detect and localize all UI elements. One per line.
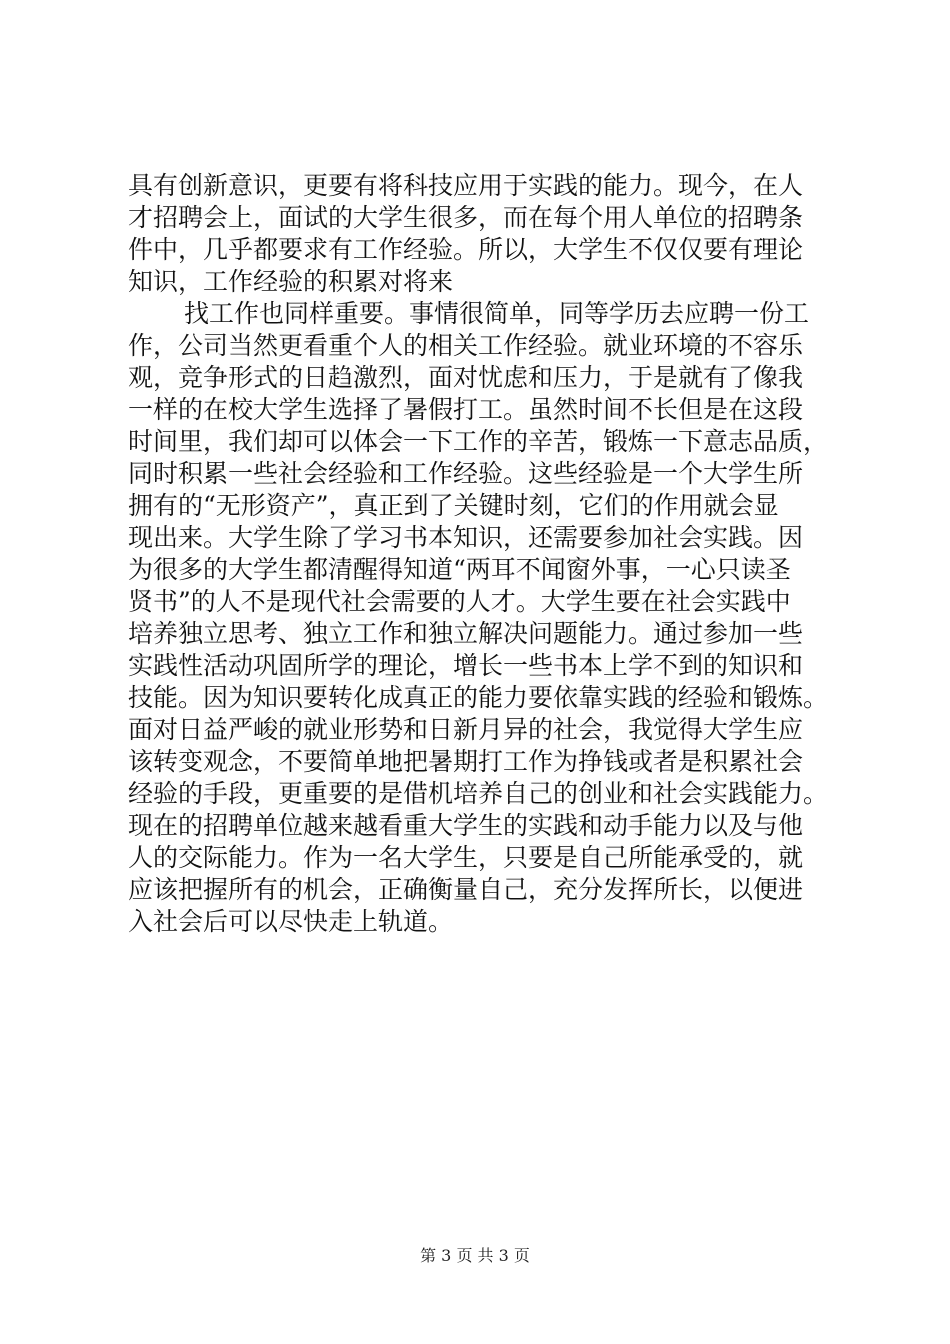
text-line: 知识，工作经验的积累对将来 [128,267,454,296]
text-line: 应该把握所有的机会，正确衡量自己，充分发挥所长，以便进 [128,875,804,904]
text-line: 作，公司当然更看重个人的相关工作经验。就业环境的不容乐 [128,331,804,360]
text-line: 人的交际能力。作为一名大学生，只要是自己所能承受的，就 [128,843,804,872]
text-line: 现在的招聘单位越来越看重大学生的实践和动手能力以及与他 [128,811,804,840]
text-line: 经验的手段，更重要的是借机培养自己的创业和社会实践能力。 [128,779,829,808]
body-text [128,170,833,938]
text-line: 面对日益严峻的就业形势和日新月异的社会，我觉得大学生应 [128,715,804,744]
page-number-footer: 第 3 页 共 3 页 [420,1246,530,1265]
text-line: 为很多的大学生都清醒得知道“两耳不闻窗外事，一心只读圣 [128,555,791,584]
paragraph-first-line: 找工作也同样重要。事情很简单，同等学历去应聘一份工 [184,299,810,328]
text-line: 时间里，我们却可以体会一下工作的辛苦，锻炼一下意志品质， [128,427,829,456]
text-line: 一样的在校大学生选择了暑假打工。虽然时间不长但是在这段 [128,395,804,424]
text-line: 同时积累一些社会经验和工作经验。这些经验是一个大学生所 [128,459,804,488]
text-line: 拥有的“无形资产”，真正到了关键时刻，它们的作用就会显 [128,491,779,520]
text-line: 才招聘会上，面试的大学生很多，而在每个用人单位的招聘条 [128,203,804,232]
text-line: 观，竞争形式的日趋激烈，面对忧虑和压力，于是就有了像我 [128,363,804,392]
text-line: 具有创新意识，更要有将科技应用于实践的能力。现今，在人 [128,171,804,200]
text-line: 技能。因为知识要转化成真正的能力要依靠实践的经验和锻炼。 [128,683,829,712]
text-line: 该转变观念，不要简单地把暑期打工作为挣钱或者是积累社会 [128,747,804,776]
text-line: 件中，几乎都要求有工作经验。所以，大学生不仅仅要有理论 [128,235,804,264]
text-line: 贤书”的人不是现代社会需要的人才。大学生要在社会实践中 [128,587,791,616]
text-line: 培养独立思考、独立工作和独立解决问题能力。通过参加一些 [128,619,804,648]
text-line: 入社会后可以尽快走上轨道。 [128,907,454,936]
text-line: 现出来。大学生除了学习书本知识，还需要参加社会实践。因 [128,523,804,552]
text-line: 实践性活动巩固所学的理论，增长一些书本上学不到的知识和 [128,651,804,680]
